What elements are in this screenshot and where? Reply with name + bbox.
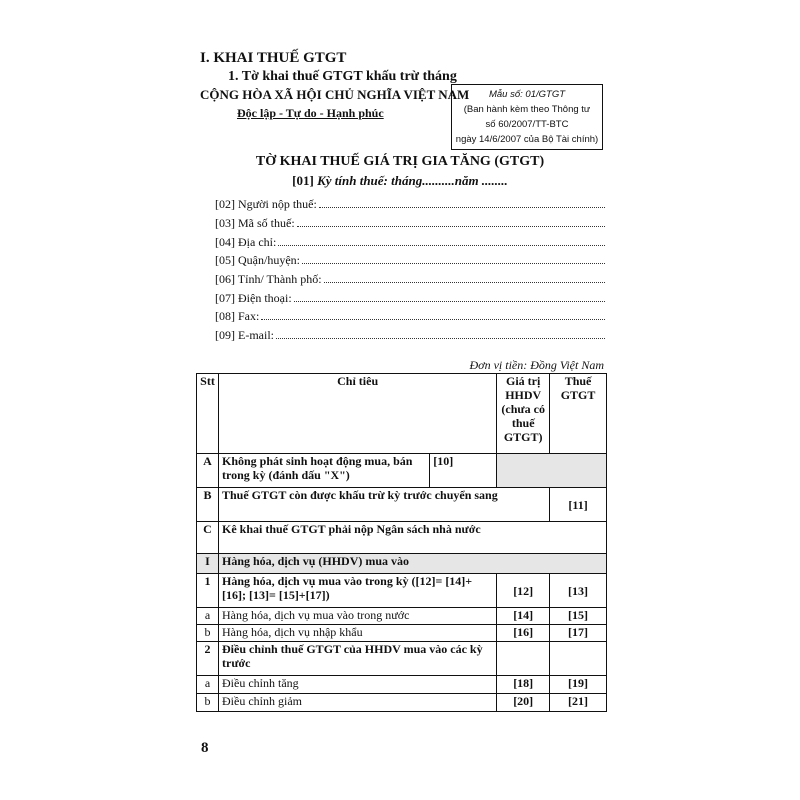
- no-activity-checkbox[interactable]: [10]: [430, 454, 497, 488]
- info-field-tax-code[interactable]: [03] Mã số thuế:: [215, 216, 605, 231]
- table-row-1a: a Hàng hóa, dịch vụ mua vào trong nước [14] [15]: [197, 608, 607, 625]
- table-row-c: C Kê khai thuế GTGT phải nộp Ngân sách nhà nước: [197, 522, 607, 554]
- table-row-2b: b Điều chỉnh giảm [20] [21]: [197, 694, 607, 712]
- tax-declaration-table: [196, 373, 607, 712]
- table-row-b: B Thuế GTGT còn được khấu trừ kỳ trước chuyển sang [11]: [197, 488, 607, 522]
- page-number: 8: [201, 740, 209, 756]
- field-15[interactable]: [15]: [550, 608, 607, 625]
- info-field-district[interactable]: [05] Quận/huyện:: [215, 253, 605, 268]
- table-row-2a: a Điều chỉnh tăng [18] [19]: [197, 676, 607, 694]
- table-row-1: 1 Hàng hóa, dịch vụ mua vào trong kỳ ([12]= [14]+[16]; [13]= [15]+[17]) [12] [13]: [197, 574, 607, 608]
- info-field-fax[interactable]: [08] Fax:: [215, 309, 605, 324]
- table-row-a: A Không phát sinh hoạt động mua, bán trong kỳ (đánh dấu "X") [10]: [197, 454, 607, 488]
- header-chi-tieu: Chỉ tiêu: [219, 374, 497, 454]
- table-header-row: [197, 374, 607, 454]
- table-row-1b: b Hàng hóa, dịch vụ nhập khẩu [16] [17]: [197, 625, 607, 642]
- header-thue: Thuế GTGT: [550, 374, 607, 454]
- section-title: I. KHAI THUẾ GTGT: [200, 50, 347, 66]
- field-12[interactable]: [12]: [497, 574, 550, 608]
- form-number: Mẫu số: 01/GTGT: [488, 89, 566, 100]
- form-circular: số 60/2007/TT-BTC: [485, 119, 569, 130]
- motto: Độc lập - Tự do - Hạnh phúc: [237, 106, 384, 120]
- field-18[interactable]: [18]: [497, 676, 550, 694]
- form-issued-by: (Ban hành kèm theo Thông tư: [463, 104, 591, 115]
- info-field-email[interactable]: [09] E-mail:: [215, 328, 605, 343]
- field-11[interactable]: [11]: [550, 488, 607, 522]
- field-14[interactable]: [14]: [497, 608, 550, 625]
- field-13[interactable]: [13]: [550, 574, 607, 608]
- table-row-2: 2 Điều chỉnh thuế GTGT của HHDV mua vào các kỳ trước: [197, 642, 607, 676]
- tax-period-code: [01]: [292, 173, 314, 188]
- header-stt: Stt: [197, 374, 219, 454]
- currency-unit: Đơn vị tiền: Đồng Việt Nam: [469, 358, 604, 372]
- table-row-i: I Hàng hóa, dịch vụ (HHDV) mua vào: [197, 554, 607, 574]
- tax-period: [0, 173, 800, 189]
- sub-title: 1. Tờ khai thuế GTGT khấu trừ tháng: [228, 69, 457, 84]
- form-reference-box: [451, 84, 603, 150]
- field-20[interactable]: [20]: [497, 694, 550, 712]
- field-16[interactable]: [16]: [497, 625, 550, 642]
- field-19[interactable]: [19]: [550, 676, 607, 694]
- info-field-taxpayer[interactable]: [02] Người nộp thuế:: [215, 197, 605, 212]
- header-gia-tri: Giá trị HHDV (chưa có thuế GTGT): [497, 374, 550, 454]
- info-field-address[interactable]: [04] Địa chỉ:: [215, 235, 605, 250]
- tax-period-label: Kỳ tính thuế: tháng..........năm ........: [317, 173, 508, 188]
- field-17[interactable]: [17]: [550, 625, 607, 642]
- document-title: TỜ KHAI THUẾ GIÁ TRỊ GIA TĂNG (GTGT): [255, 154, 545, 169]
- field-21[interactable]: [21]: [550, 694, 607, 712]
- republic-header: CỘNG HÒA XÃ HỘI CHỦ NGHĨA VIỆT NAM: [200, 87, 470, 102]
- info-field-phone[interactable]: [07] Điện thoại:: [215, 291, 605, 306]
- info-field-province[interactable]: [06] Tỉnh/ Thành phố:: [215, 272, 605, 287]
- form-date: ngày 14/6/2007 của Bộ Tài chính): [455, 134, 599, 145]
